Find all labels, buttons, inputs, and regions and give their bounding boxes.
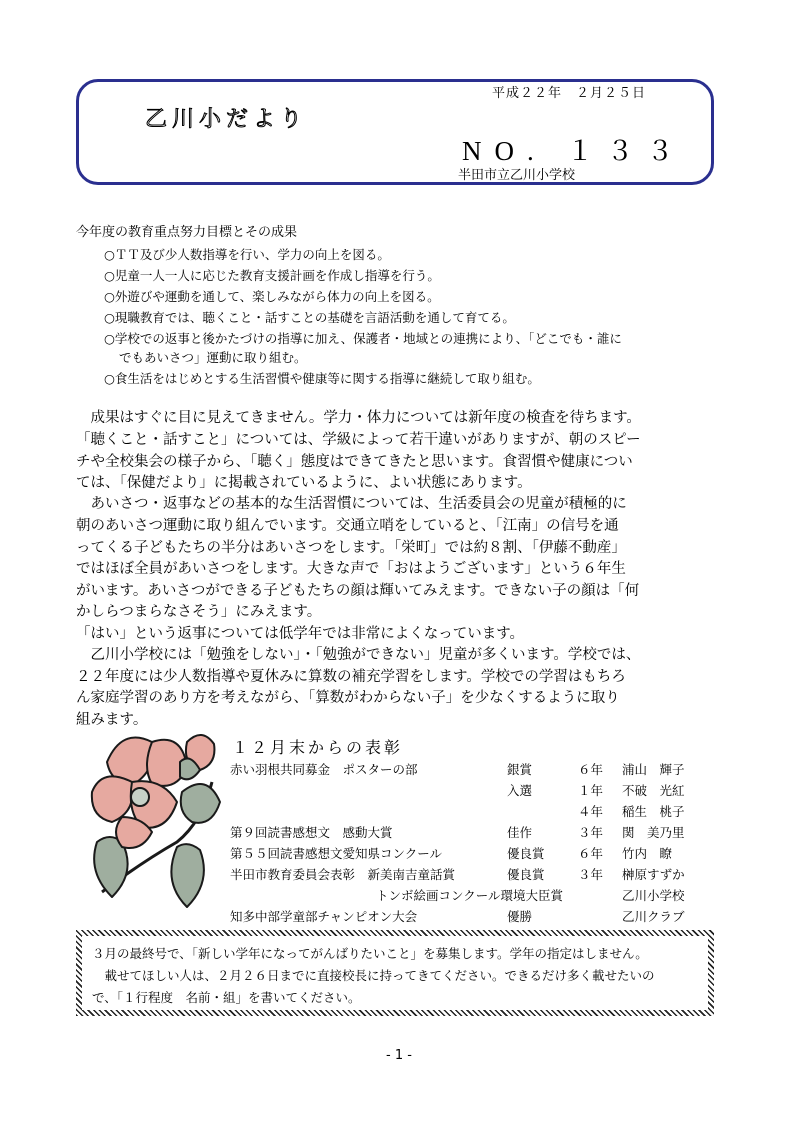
award-prize: 入選	[507, 783, 533, 798]
body-line: がいます。あいさつができる子どもたちの顔は輝いてみえます。できない子の顔は「何	[76, 583, 640, 599]
award-prize: 優良賞	[507, 846, 545, 861]
body-line: チや全校集会の様子から、「聴く」態度はできてきたと思います。食習慣や健康につい	[76, 454, 633, 470]
body-line: かしらつまらなさそう」にみえます。	[76, 604, 322, 620]
body-line: 朝のあいさつ運動に取り組んでいます。交通立哨をしていると、「江南」の信号を通	[76, 518, 619, 534]
award-event: 赤い羽根共同募金 ポスターの部	[230, 762, 418, 777]
award-event: 半田市教育委員会表彰 新美南吉童話賞	[230, 867, 456, 882]
notice-line: ３月の最終号で、「新しい学年になってがんばりたいこと」を募集します。学年の指定はしません。	[92, 946, 648, 961]
body-line: 組みます。	[76, 712, 148, 728]
body-line: ２２年度には少人数指導や夏休みに算数の補充学習をします。学校での学習はもちろ	[76, 669, 626, 685]
award-prize: 銀賞	[507, 762, 533, 777]
body-line: ん家庭学習のあり方を考えながら、「算数がわからない子」を少なくするように取り	[76, 690, 620, 706]
issue-date: 平成２２年 ２月２５日	[492, 86, 647, 101]
award-prize: 佳作	[507, 825, 533, 840]
goal-item: ○学校での返事と後かたづけの指導に加え、保護者・地域との連携により、「どこでも・誰に	[104, 331, 622, 346]
award-prize: 優勝	[507, 909, 533, 924]
award-grade: ６年	[578, 762, 604, 777]
newsletter-title: 乙川小だより	[145, 107, 308, 132]
award-name: 関 美乃里	[622, 825, 685, 840]
award-name: 乙川小学校	[622, 888, 685, 903]
award-event: 知多中部学童部チャンピオン大会	[230, 909, 418, 924]
award-event: トンボ絵画コンクール環境大臣賞	[376, 888, 564, 903]
award-event: 第９回読書感想文 感動大賞	[230, 825, 393, 840]
body-line: 「聴くこと・話すこと」については、学級によって若干違いがありますが、朝のスピー	[76, 432, 641, 448]
body-line: あいさつ・返事などの基本的な生活習慣については、生活委員会の児童が積極的に	[76, 496, 627, 512]
issue-number: NO. １３３	[462, 136, 687, 166]
body-line: 成果はすぐに目に見えてきません。学力・体力については新年度の検査を待ちます。	[76, 410, 641, 426]
award-name: 乙川クラブ	[622, 909, 685, 924]
award-grade: ３年	[578, 825, 604, 840]
award-name: 榊原すずか	[622, 867, 685, 882]
award-grade: ４年	[578, 804, 604, 819]
award-event: 第５５回読書感想文愛知県コンクール	[230, 846, 443, 861]
goal-item-continued: でもあいさつ」運動に取り組む。	[119, 350, 307, 365]
page-number: - 1 -	[386, 1048, 412, 1063]
award-prize: 優良賞	[507, 867, 545, 882]
notice-line: で、「１行程度 名前・組」を書いてください。	[92, 990, 361, 1005]
awards-heading: １２月末からの表彰	[232, 738, 404, 757]
goal-item: ○現職教育では、聴くこと・話すことの基礎を言語活動を通して育てる。	[104, 310, 515, 325]
camellia-flower-illustration	[82, 722, 224, 914]
award-grade: ３年	[578, 867, 604, 882]
body-line: 「はい」という返事については低学年では非常によくなっています。	[76, 626, 525, 642]
award-name: 稲生 桃子	[622, 804, 685, 819]
award-grade: ６年	[578, 846, 604, 861]
notice-line: 載せてほしい人は、２月２６日までに直接校長に持ってきてください。できるだけ多く載せたいの	[92, 968, 655, 983]
body-line: ては、「保健だより」に掲載されているように、よい状態にあります。	[76, 475, 532, 491]
body-line: 乙川小学校には「勉強をしない」・「勉強ができない」児童が多くいます。学校では、	[76, 647, 641, 663]
goal-item: ○食生活をはじめとする生活習慣や健康等に関する指導に継続して取り組む。	[104, 371, 540, 386]
award-name: 竹内 瞭	[622, 846, 673, 861]
award-grade: １年	[578, 783, 604, 798]
body-line: ってくる子どもたちの半分はあいさつをします。「栄町」では約８割、「伊藤不動産」	[76, 540, 626, 556]
award-name: 浦山 輝子	[622, 762, 685, 777]
goals-heading: 今年度の教育重点努力目標とその成果	[76, 225, 298, 240]
award-name: 不破 光紅	[622, 783, 685, 798]
body-line: ではほぼ全員があいさつをします。大きな声で「おはようございます」という６年生	[76, 561, 626, 577]
school-name: 半田市立乙川小学校	[458, 168, 576, 183]
goal-item: ○ＴＴ及び少人数指導を行い、学力の向上を図る。	[104, 247, 390, 262]
goal-item: ○外遊びや運動を通して、楽しみながら体力の向上を図る。	[104, 289, 440, 304]
goal-item: ○児童一人一人に応じた教育支援計画を作成し指導を行う。	[104, 268, 440, 283]
